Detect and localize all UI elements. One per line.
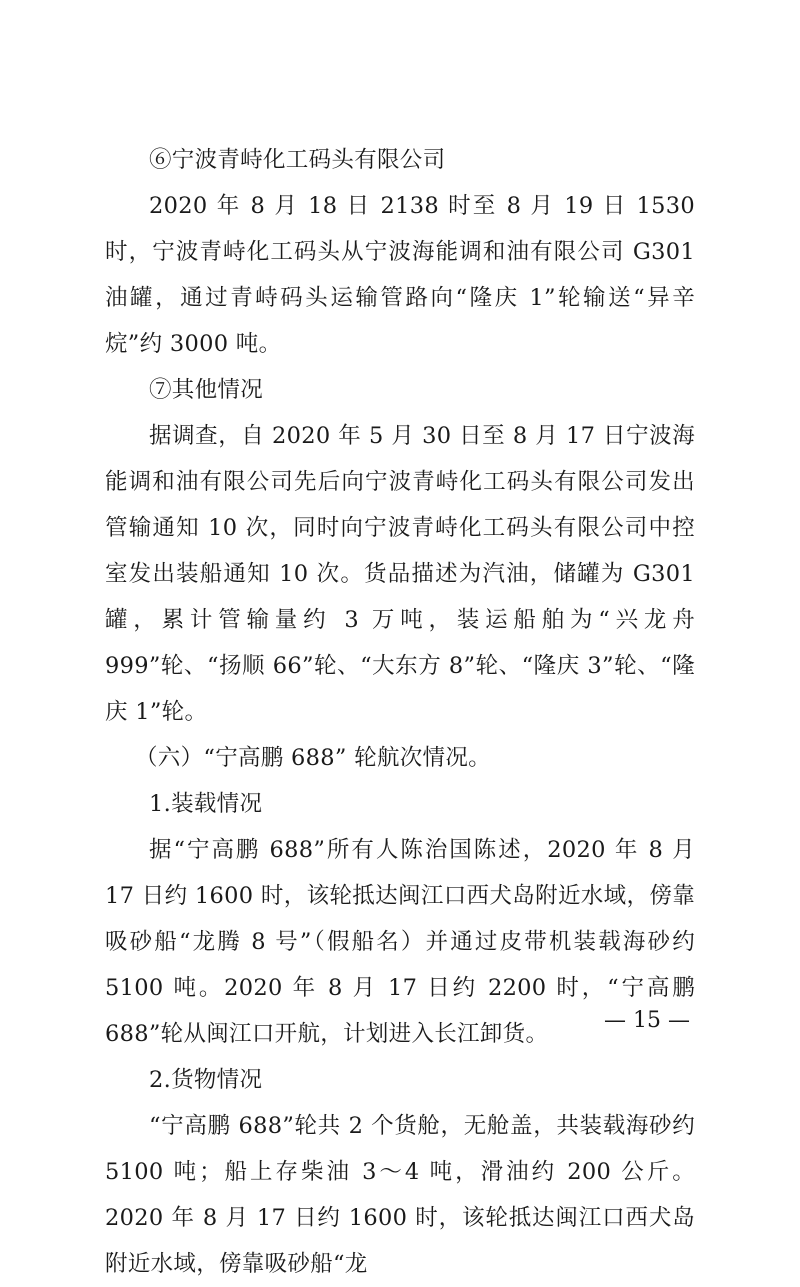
heading-other-situation: ⑦其他情况 <box>149 377 264 403</box>
paragraph-loading: 据“宁高鹏 688”所有人陈治国陈述，2020 年 8 月 17 日约 1600 时，该轮抵达闽江口西犬岛附近水域，傍靠吸砂船“龙腾 8 号”（假船名）并通过皮带机装载海砂约 5100 吨。2020 年 8 月 17 日约 2200 时，“宁高鹏 688”轮从闽江口开航，计划进入长江卸货。 <box>105 837 695 1047</box>
heading-loading: 1.装载情况 <box>149 791 263 817</box>
heading-ningbo-qingzhi: ⑥宁波青峙化工码头有限公司 <box>149 147 446 173</box>
page-number: — 15 — <box>604 1008 690 1033</box>
paragraph-cargo: “宁高鹏 688”轮共 2 个货舱，无舱盖，共装载海砂约 5100 吨；船上存柴油 3～4 吨，滑油约 200 公斤。2020 年 8 月 17 日约 1600 时，该轮抵达闽江口西犬岛附近水域，傍靠吸砂船“龙 <box>105 1113 695 1277</box>
heading-cargo: 2.货物情况 <box>149 1067 263 1093</box>
subsection-voyage-title: （六）“宁高鹏 688” 轮航次情况。 <box>135 745 491 771</box>
paragraph-investigation: 据调查，自 2020 年 5 月 30 日至 8 月 17 日宁波海能调和油有限公司先后向宁波青峙化工码头有限公司发出管输通知 10 次，同时向宁波青峙化工码头有限公司中控室发出装船通知 10 次。货品描述为汽油，储罐为 G301 罐，累计管输量约 3 万吨，装运船舶为“兴龙舟 999”轮、“扬顺 66”轮、“大东方 8”轮、“隆庆 3”轮、“隆庆 1”轮。 <box>105 423 695 725</box>
body-text <box>105 137 695 1287</box>
paragraph-transfer-details: 2020 年 8 月 18 日 2138 时至 8 月 19 日 1530 时，宁波青峙化工码头从宁波海能调和油有限公司 G301 油罐，通过青峙码头运输管路向“隆庆 1”轮输送“异辛烷”约 3000 吨。 <box>105 193 695 357</box>
